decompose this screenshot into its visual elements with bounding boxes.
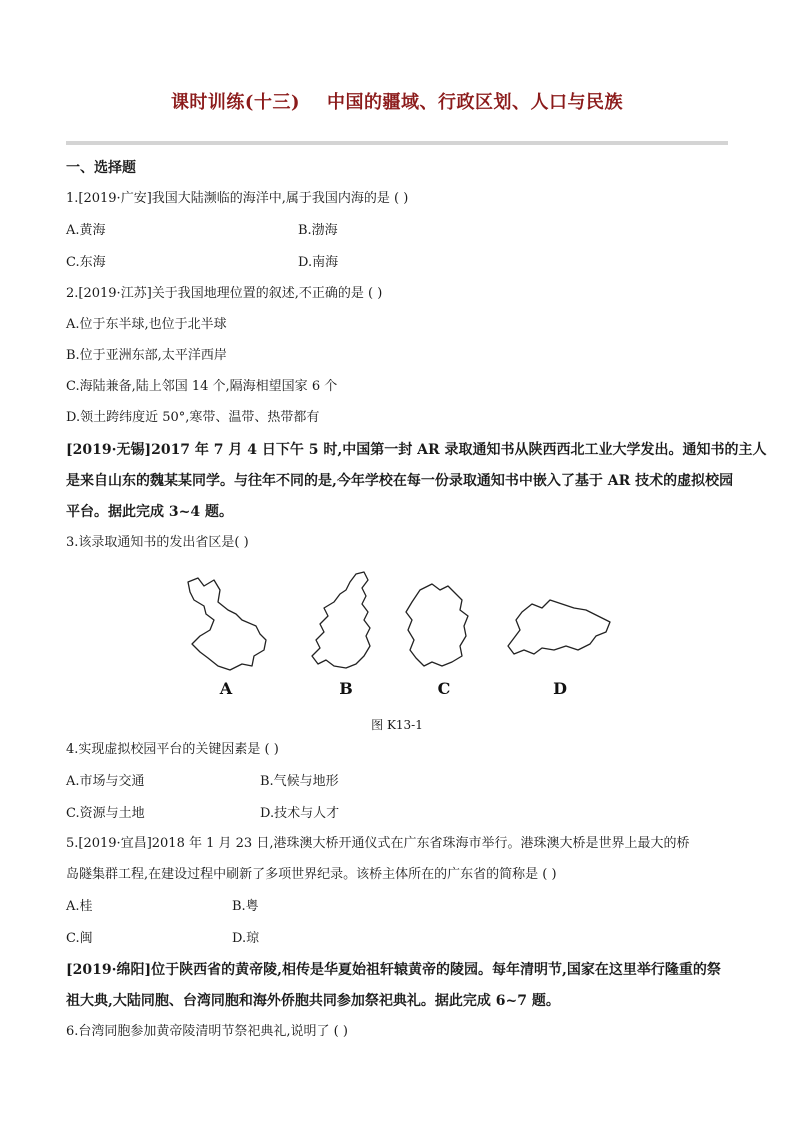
option-d: D.琼 [232,931,260,946]
question-5-options-row-1 [66,899,259,915]
material-1-line-3: 平台。据此完成 3~4 题。 [66,504,233,520]
option-b: B.粤 [232,899,259,914]
question-2-stem: 2.[2019·江苏]关于我国地理位置的叙述,不正确的是 ( ) [66,286,383,301]
question-2-option-b: B.位于亚洲东部,太平洋西岸 [66,348,227,363]
question-5-stem-line-2: 岛隧集群工程,在建设过程中刷新了多项世界纪录。该桥主体所在的广东省的简称是 ( ) [66,867,557,882]
option-b: B.渤海 [298,223,338,238]
material-1-line-1: [2019·无锡]2017 年 7 月 4 日下午 5 时,中国第一封 AR 录取通知书从陕西西北工业大学发出。通知书的主人 [66,442,767,458]
question-1-options-row-1 [66,223,338,239]
question-3-stem: 3.该录取通知书的发出省区是( ) [66,535,249,550]
option-a: A.桂 [66,899,93,914]
question-1-options-row-2 [66,255,339,271]
material-2-line-2: 祖大典,大陆同胞、台湾同胞和海外侨胞共同参加祭祀典礼。据此完成 6~7 题。 [66,993,560,1009]
map-label-c: C [437,679,451,698]
map-label-a: A [219,679,233,698]
material-2-line-1: [2019·绵阳]位于陕西省的黄帝陵,相传是华夏始祖轩辕黄帝的陵园。每年清明节,国家在这里举行隆重的祭 [66,962,721,978]
province-outline-d [508,600,610,654]
option-b: B.气候与地形 [260,774,339,789]
page-title: 课时训练(十三) 中国的疆域、行政区划、人口与民族 [170,92,624,113]
question-4-options-row-1 [66,774,339,790]
question-5-options-row-2 [66,931,260,947]
section-heading: 一、选择题 [66,160,136,176]
map-label-d: D [553,679,567,698]
question-6-stem: 6.台湾同胞参加黄帝陵清明节祭祀典礼,说明了 ( ) [66,1024,348,1039]
title-divider [66,141,728,145]
question-5-stem-line-1: 5.[2019·宜昌]2018 年 1 月 23 日,港珠澳大桥开通仪式在广东省珠海市举行。港珠澳大桥是世界上最大的桥 [66,836,690,851]
question-2-option-d: D.领土跨纬度近 50°,寒带、温带、热带都有 [66,410,320,425]
option-a: A.市场与交通 [66,774,145,789]
province-outline-a [188,578,266,670]
option-d: D.南海 [298,255,339,270]
option-c: C.闽 [66,931,93,946]
figure-caption: 图 K13-1 [371,718,423,732]
option-d: D.技术与人才 [260,806,340,821]
question-4-options-row-2 [66,806,340,822]
province-outline-figure [170,570,620,700]
map-label-b: B [339,679,353,698]
question-2-option-c: C.海陆兼备,陆上邻国 14 个,隔海相望国家 6 个 [66,379,338,394]
question-1-stem: 1.[2019·广安]我国大陆濒临的海洋中,属于我国内海的是 ( ) [66,191,409,206]
option-c: C.东海 [66,255,106,270]
province-outline-c [406,584,468,666]
option-a: A.黄海 [66,223,106,238]
question-2-option-a: A.位于东半球,也位于北半球 [66,317,227,332]
option-c: C.资源与土地 [66,806,145,821]
question-4-stem: 4.实现虚拟校园平台的关键因素是 ( ) [66,742,279,757]
province-outline-b [312,572,370,668]
material-1-line-2: 是来自山东的魏某某同学。与往年不同的是,今年学校在每一份录取通知书中嵌入了基于 AR 技术的虚拟校园 [66,473,734,489]
